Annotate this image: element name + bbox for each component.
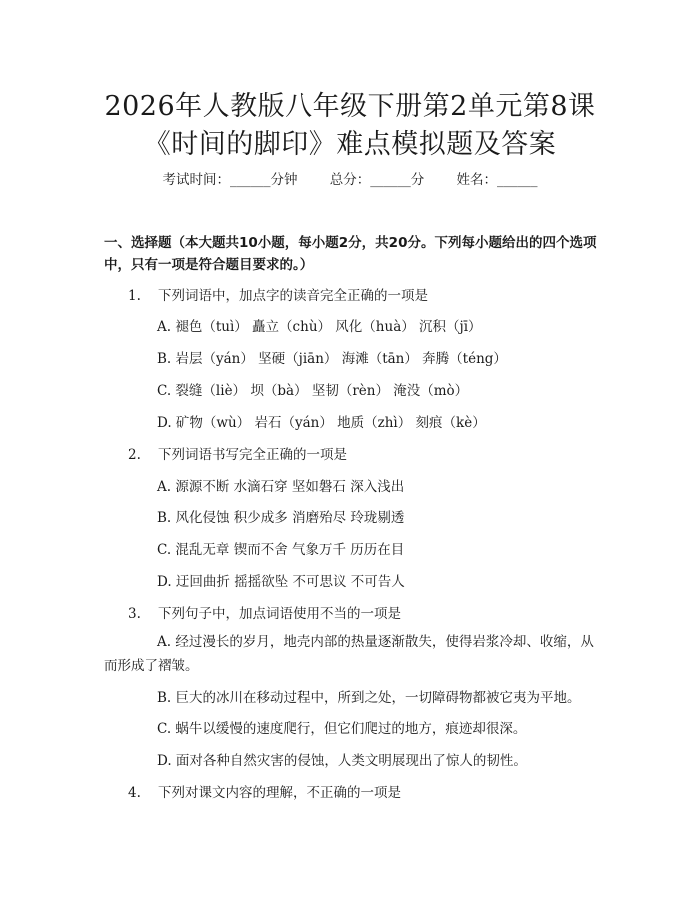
option-a: A. 褪色（tuì） 矗立（chù） 风化（huà） 沉积（jī） (157, 319, 482, 335)
question-text: 下列词语中，加点字的读音完全正确的一项是 (158, 288, 428, 304)
option-c: C. 裂缝（liè） 坝（bà） 坚韧（rèn） 淹没（mò） (157, 383, 469, 399)
question-number: 1. (128, 288, 141, 304)
option-d: D. 迂回曲折 摇摇欲坠 不可思议 不可告人 (157, 574, 405, 590)
question-text: 下列句子中，加点词语使用不当的一项是 (158, 606, 401, 622)
question-stem (128, 781, 401, 801)
option-a: A. 源源不断 水滴石穿 坚如磐石 深入浅出 (157, 479, 405, 495)
option-b: B. 岩层（yán） 坚硬（jiān） 海滩（tān） 奔腾（téng） (157, 351, 507, 367)
question-text: 下列词语书写完全正确的一项是 (158, 447, 347, 463)
question-number: 2. (128, 447, 141, 463)
question-number: 4. (128, 785, 141, 801)
exam-time-field: 考试时间：______分钟 (162, 172, 298, 188)
option-b: B. 风化侵蚀 积少成多 消磨殆尽 玲珑剔透 (157, 510, 405, 526)
total-score-field: 总分：______分 (329, 172, 425, 188)
option-c: C. 混乱无章 锲而不舍 气象万千 历历在目 (157, 542, 405, 558)
option-a: A. 经过漫长的岁月，地壳内部的热量逐渐散失，使得岩浆冷却、收缩，从而形成了褶皱。 (104, 634, 594, 674)
option-d: D. 矿物（wù） 岩石（yán） 地质（zhì） 刻痕（kè） (157, 415, 486, 431)
section-heading: 一、选择题（本大题共10小题，每小题2分，共20分。下列每小题给出的四个选项中，只有一项是符合题目要求的。） (104, 235, 597, 273)
option-c: C. 蜗牛以缓慢的速度爬行，但它们爬过的地方，痕迹却很深。 (157, 721, 527, 737)
question-number: 3. (128, 606, 141, 622)
question-stem (128, 602, 401, 622)
question-stem (128, 284, 428, 304)
page-title-line2: 《时间的脚印》难点模拟题及答案 (143, 129, 557, 160)
question-stem (128, 443, 347, 463)
option-b: B. 巨大的冰川在移动过程中，所到之处，一切障碍物都被它夷为平地。 (157, 690, 581, 706)
exam-info-line (0, 168, 700, 188)
question-text: 下列对课文内容的理解，不正确的一项是 (158, 785, 401, 801)
option-d: D. 面对各种自然灾害的侵蚀，人类文明展现出了惊人的韧性。 (157, 753, 527, 769)
page-title-line1: 2026年人教版八年级下册第2单元第8课 (104, 91, 596, 122)
name-field: 姓名：______ (456, 172, 538, 188)
